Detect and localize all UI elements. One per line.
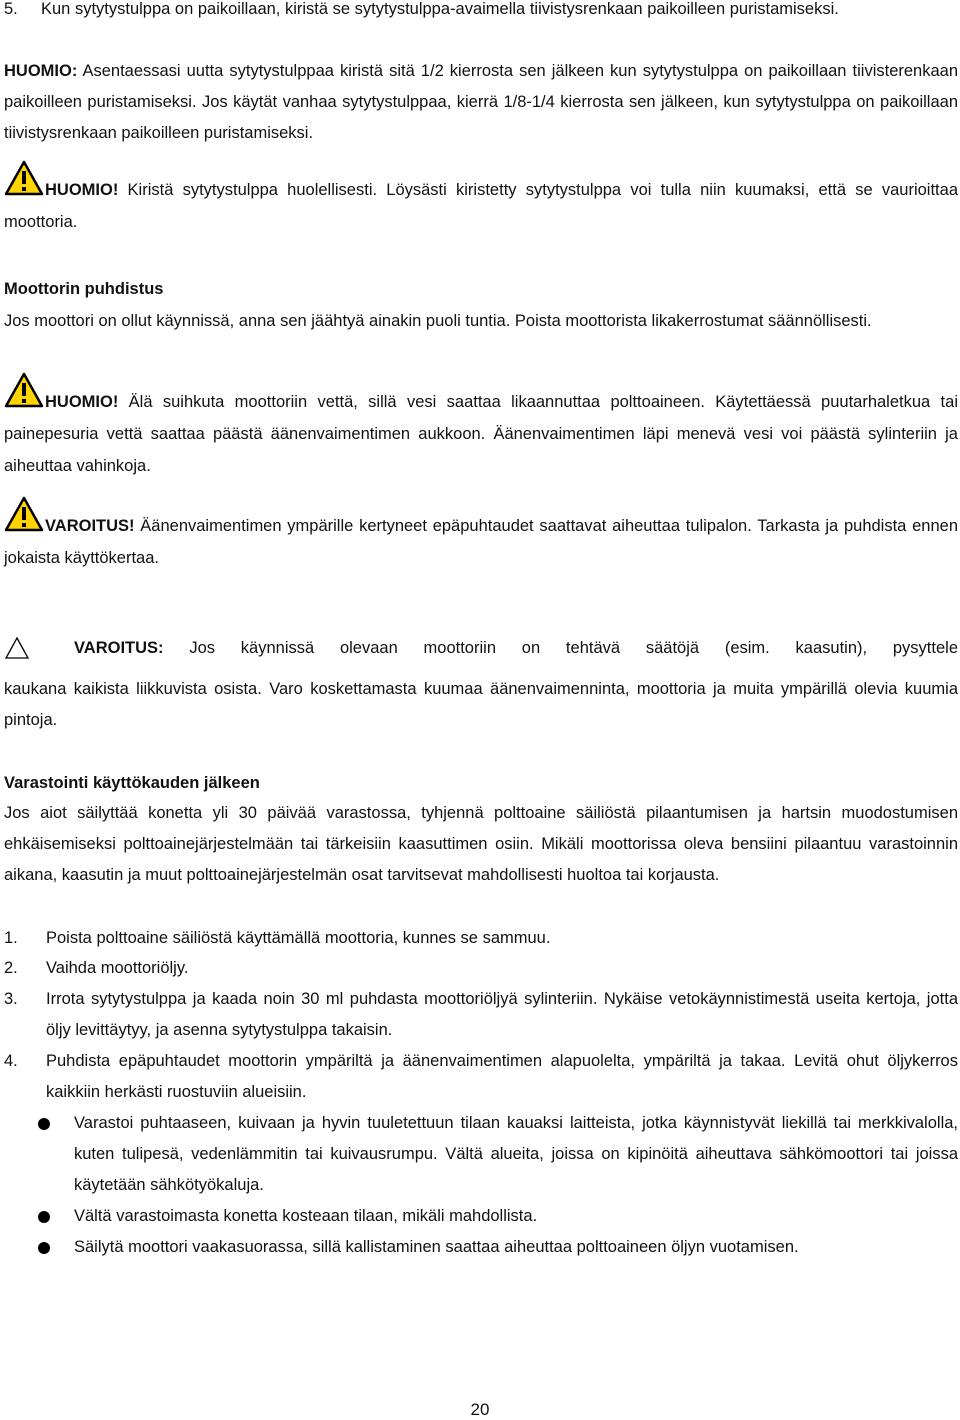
warning-moving-parts-rest: kaukana kaikista liikkuvista osista. Varo koskettamasta kuumaa äänenvaimenninta, moottoria ja muita ympärillä olevia kuumia pintoja.	[4, 680, 958, 729]
bullet-dot-icon	[38, 1211, 50, 1223]
warning-triangle-icon	[4, 372, 44, 408]
bullet-dot-icon	[38, 1242, 50, 1254]
storage-step	[4, 953, 958, 984]
section-heading: Varastointi käyttökauden jälkeen	[4, 774, 260, 792]
storage-step	[4, 984, 958, 1046]
note-label: HUOMIO:	[4, 62, 78, 80]
warning-triangle-icon	[4, 160, 44, 196]
bullet-text: Varastoi puhtaaseen, kuivaan ja hyvin tuuletettuun tilaan kauaksi laitteista, jotka käynnistyvät liekillä tai merkkivalolla, kuten tulipesä, vedenlämmitin tai kuivausrumpu. Vältä alueita, joissa on kipinöitä aiheuttava sähkömoottori tai joissa käytetään sähkötyökaluja.	[74, 1114, 958, 1194]
warning-text-line1: Jos käynnissä olevaan moottoriin on tehtävä säätöjä (esim. kaasutin), pysyttele	[163, 639, 958, 657]
storage-bullet	[38, 1232, 958, 1263]
warning-triangle-icon	[4, 496, 44, 532]
section-engine-cleaning	[4, 274, 958, 337]
step-number: 1.	[4, 929, 18, 947]
warning-label: VAROITUS!	[45, 517, 135, 535]
step-number: 4.	[4, 1052, 18, 1070]
storage-bullet	[38, 1108, 958, 1201]
storage-bullet	[38, 1201, 958, 1232]
step-number: 2.	[4, 959, 18, 977]
caution-triangle-icon	[4, 636, 30, 665]
step-5	[4, 0, 958, 25]
step-number: 3.	[4, 990, 18, 1008]
step-text: Poista polttoaine säiliöstä käyttämällä moottoria, kunnes se sammuu.	[46, 929, 551, 947]
storage-step	[4, 923, 958, 954]
section-storage	[4, 768, 958, 891]
section-text: Jos moottori on ollut käynnissä, anna sen jäähtyä ainakin puoli tuntia. Poista moottorista likakerrostumat säännöllisesti.	[4, 312, 872, 330]
storage-step	[4, 1046, 958, 1108]
warning-label: VAROITUS:	[74, 639, 164, 657]
bullet-text: Vältä varastoimasta konetta kosteaan tilaan, mikäli mahdollista.	[74, 1207, 538, 1225]
warning-label: HUOMIO!	[45, 181, 119, 199]
step-text: Puhdista epäpuhtaudet moottorin ympäriltä ja äänenvaimentimen alapuolelta, ympäriltä ja takaa. Levitä ohut öljykerros kaikkiin herkästi ruostuviin alueisiin.	[46, 1052, 958, 1101]
step-5-number: 5.	[4, 0, 18, 18]
bullet-text: Säilytä moottori vaakasuorassa, sillä kallistaminen saattaa aiheuttaa polttoaineen öljyn vuotamisen.	[74, 1238, 799, 1256]
warning-text: Kiristä sytytystulppa huolellisesti. Löysästi kiristetty sytytystulppa voi tulla niin kuumaksi, että se vaurioittaa moottoria.	[4, 181, 958, 231]
warning-moving-parts-line1	[74, 632, 958, 664]
warning-label: HUOMIO!	[45, 393, 119, 411]
step-text: Vaihda moottoriöljy.	[46, 959, 189, 977]
step-text: Irrota sytytystulppa ja kaada noin 30 ml puhdasta moottoriöljyä sylinteriin. Nykäise vetokäynnistimestä useita kertoja, jotta öljy levittäytyy, ja asenna sytytystulppa takaisin.	[46, 990, 958, 1039]
section-heading: Moottorin puhdistus	[4, 280, 164, 298]
storage-intro: Jos aiot säilyttää konetta yli 30 päivää varastossa, tyhjennä polttoaine säiliöstä pilaantumisen ja hartsin muodostumisen ehkäisemiseksi polttoainejärjestelmään tai tärkeisiin kaasuttimen osiin. Mikäli moottorissa oleva bensiini pilaantuu varastoinnin aikana, kaasutin ja muut polttoainejärjestelmän osat tarvitsevat mahdollisesti huoltoa tai korjausta.	[4, 804, 958, 884]
spark-plug-note	[4, 56, 958, 149]
page-number: 20	[470, 1400, 490, 1419]
warning-water	[4, 372, 958, 482]
note-text: Asentaessasi uutta sytytystulppaa kiristä sitä 1/2 kierrosta sen jälkeen kun sytytystulppa on paikoillaan tiivisterenkaan paikoilleen puristamiseksi. Jos käytät vanhaa sytytystulppaa, kierrä 1/8-1/4 kierrosta sen jälkeen, kun sytytystulppa on paikoillaan tiivistysrenkaan paikoilleen puristamiseksi.	[4, 62, 958, 142]
warning-fire	[4, 496, 958, 574]
warning-text: Äänenvaimentimen ympärille kertyneet epäpuhtaudet saattavat aiheuttaa tulipalon. Tarkasta ja puhdista ennen jokaista käyttökertaa.	[4, 517, 958, 567]
step-5-text: Kun sytytystulppa on paikoillaan, kiristä se sytytystulppa-avaimella tiivistysrenkaan paikoilleen puristamiseksi.	[41, 0, 839, 18]
warning-tighten	[4, 160, 958, 238]
bullet-dot-icon	[38, 1118, 50, 1130]
warning-text: Älä suihkuta moottoriin vettä, sillä vesi saattaa likaannuttaa polttoaineen. Käytettäessä puutarhaletkua tai painepesuria vettä saattaa päästä äänenvaimentimen aukkoon. Äänenvaimentimen läpi menevä vesi voi päästä sylinteriin ja aiheuttaa vahinkoja.	[4, 393, 958, 475]
